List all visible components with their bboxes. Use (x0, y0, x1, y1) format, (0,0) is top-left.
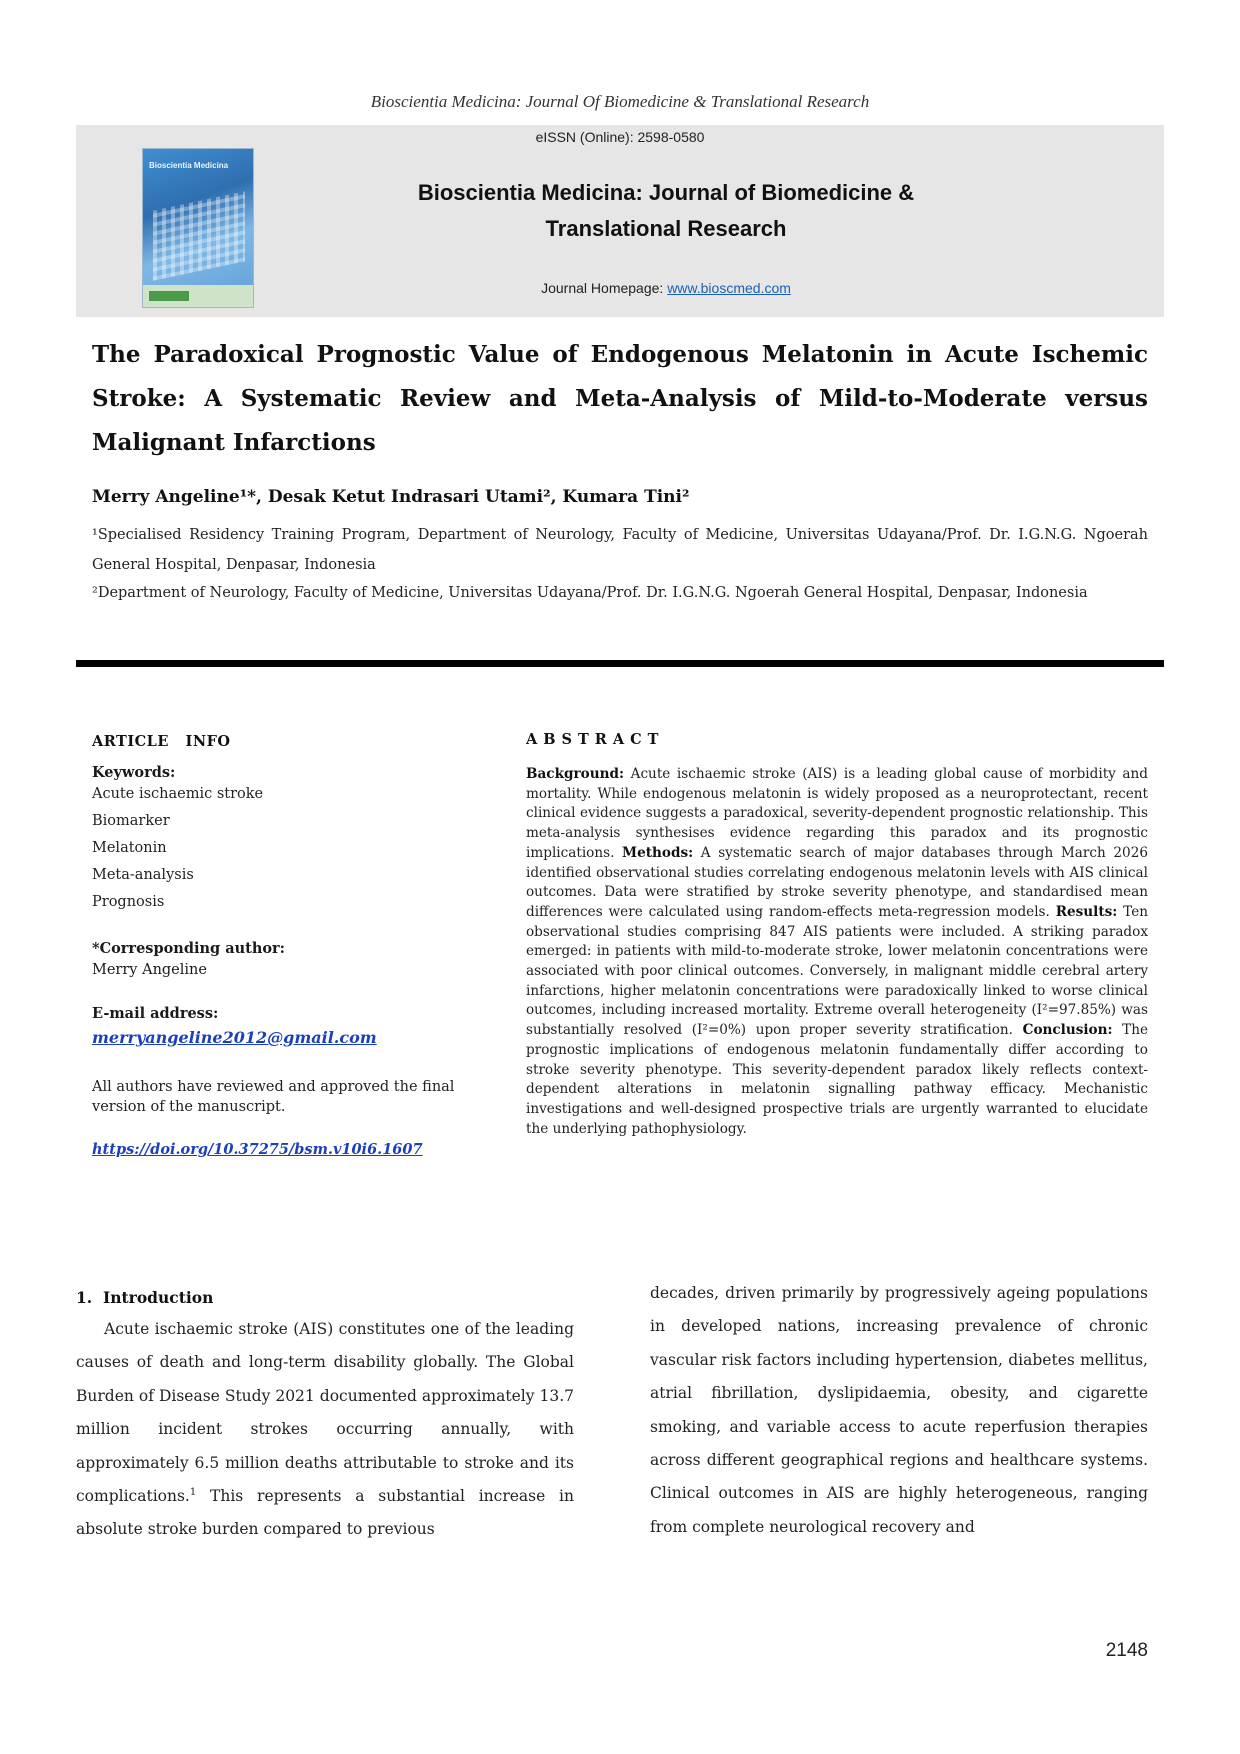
article-title: The Paradoxical Prognostic Value of Endogenous Melatonin in Acute Ischemic Stroke: A Systematic Review and Meta-Analysis of Mild-to-Moderate versus Malignant Infarctions (92, 341, 1148, 456)
body-text-part2: This represents a substantial increase in absolute stroke burden compared to previous (76, 1487, 574, 1539)
conclusion-text: The prognostic implications of endogenous melatonin fundamentally differ according to stroke severity phenotype. This severity-dependent paradox likely reflects context-dependent alterations in melatonin signalling pathway efficacy. Mechanistic investigations and well-designed prospective trials are urgently warranted to elucidate the underlying pathophysiology. (526, 1022, 1148, 1137)
abstract-text (526, 765, 1148, 1139)
author-list: Merry Angeline¹*, Desak Ketut Indrasari Utami², Kumara Tini² (92, 487, 690, 507)
homepage-label: Journal Homepage: (541, 280, 668, 296)
journal-banner (76, 125, 1164, 317)
section-heading-introduction: 1. Introduction (76, 1288, 214, 1307)
abstract-heading: ABSTRACT (526, 731, 665, 748)
reference-marker[interactable]: 1 (189, 1486, 197, 1498)
approval-statement: All authors have reviewed and approved the final version of the manuscript. (92, 1079, 455, 1115)
journal-title (296, 175, 1036, 247)
eissn: eISSN (Online): 2598-0580 (535, 129, 705, 145)
body-paragraph-continued: decades, driven primarily by progressively ageing populations in developed nations, increasing prevalence of chronic vascular risk factors including hypertension, diabetes mellitus, atrial fibrillation, dyslipidaemia, obesity, and cigarette smoking, and variable access to acute reperfusion therapies across different geographical regions and healthcare systems. Clinical outcomes in AIS are highly heterogeneous, ranging from complete neurological recovery and (650, 1284, 1148, 1536)
email-link[interactable]: merryangeline2012@gmail.com (92, 1028, 377, 1047)
results-text: Ten observational studies comprising 847 AIS patients were included. A striking paradox emerged: in patients with mild-to-moderate stroke, lower melatonin concentrations were associated with poor clinical outcomes. Conversely, in malignant middle cerebral artery infarctions, higher melatonin concentrations were paradoxically linked to worse clinical outcomes, including increased mortality. Extreme overall heterogeneity (I²=97.85%) was substantially resolved (I²=0%) upon proper severity stratification. (526, 903, 1148, 1039)
running-head: Bioscientia Medicina: Journal Of Biomedicine & Translational Research (370, 92, 870, 111)
keyword-item: Melatonin (92, 840, 167, 856)
conclusion-label: Conclusion: (1022, 1022, 1113, 1039)
body-column-left (76, 1283, 574, 1547)
body-text-part1: Acute ischaemic stroke (AIS) constitutes one of the leading causes of death and long-term disability globally. The Global Burden of Disease Study 2021 documented approximately 13.7 million incident strokes occurring annually, with approximately 6.5 million deaths attributable to stroke and its complications. (76, 1320, 574, 1506)
results-label: Results: (1055, 903, 1118, 920)
email-label: E-mail address: (92, 1005, 219, 1022)
keyword-item: Meta-analysis (92, 867, 194, 883)
body-column-right (650, 1283, 1148, 1544)
keyword-item: Prognosis (92, 894, 165, 910)
corresponding-author-label: *Corresponding author: (92, 940, 286, 957)
body-paragraph (76, 1313, 574, 1547)
article-info-heading: ARTICLE INFO (92, 733, 231, 750)
journal-cover-image (142, 148, 254, 308)
cover-logo (149, 291, 189, 301)
keyword-item: Acute ischaemic stroke (92, 786, 264, 802)
article-info-panel (92, 733, 492, 1158)
affiliation-1: ¹Specialised Residency Training Program, Department of Neurology, Faculty of Medicine, Universitas Udayana/Prof. Dr. I.G.N.G. Ngoerah General Hospital, Denpasar, Indonesia (92, 527, 1148, 573)
background-text: Acute ischaemic stroke (AIS) is a leading global cause of morbidity and mortality. While endogenous melatonin is widely proposed as a neuroprotectant, recent clinical evidence suggests a paradoxical, severity-dependent prognostic relationship. This meta-analysis synthesises evidence regarding this paradox and its prognostic implications. (526, 766, 1148, 861)
affiliation-2: ²Department of Neurology, Faculty of Medicine, Universitas Udayana/Prof. Dr. I.G.N.G. Ngoerah General Hospital, Denpasar, Indonesia (92, 585, 1088, 601)
methods-text: A systematic search of major databases through March 2026 identified observational studies correlating endogenous melatonin levels with AIS clinical outcomes. Data were stratified by stroke severity phenotype, and standardised mean differences were calculated using random-effects meta-regression models. (526, 844, 1148, 920)
page-number: 2148 (1105, 1640, 1148, 1661)
methods-label: Methods: (622, 844, 694, 861)
homepage-link[interactable]: www.bioscmed.com (667, 280, 791, 296)
background-label: Background: (526, 766, 625, 782)
keyword-list (92, 781, 492, 916)
header-divider (76, 660, 1164, 667)
journal-homepage (296, 280, 1036, 296)
keyword-item: Biomarker (92, 813, 170, 829)
doi-link[interactable]: https://doi.org/10.37275/bsm.v10i6.1607 (92, 1141, 423, 1158)
cover-title: Bioscientia Medicina (149, 161, 229, 170)
journal-title-line2: Translational Research (545, 216, 787, 241)
journal-title-line1: Bioscientia Medicina: Journal of Biomedicine & (417, 180, 915, 205)
corresponding-author-name: Merry Angeline (92, 962, 207, 978)
abstract-panel (526, 731, 1148, 1139)
keywords-label: Keywords: (92, 764, 176, 781)
cover-plate-graphic (153, 191, 245, 281)
